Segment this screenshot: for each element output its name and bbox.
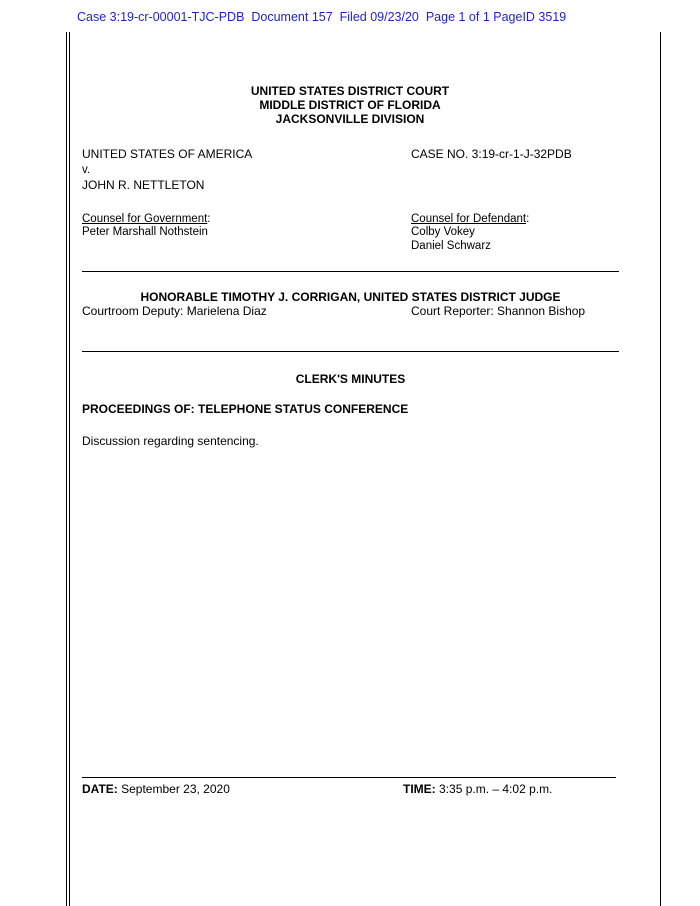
defendant-counsel-label-text: Counsel for Defendant [411, 213, 527, 225]
government-counsel-name: Peter Marshall Nothstein [82, 226, 208, 238]
footer-divider [82, 777, 616, 778]
ecf-header-stamp [77, 10, 566, 24]
courtroom-deputy: Courtroom Deputy: Marielena Diaz [82, 304, 267, 318]
stamp-document: Document 157 [251, 10, 333, 24]
right-margin-rule [660, 32, 661, 906]
court-reporter: Court Reporter: Shannon Bishop [411, 304, 586, 318]
date-label: DATE: [82, 782, 118, 796]
divider-1 [82, 271, 619, 272]
government-counsel-label: Counsel for Government: [82, 213, 211, 225]
proceedings-line: PROCEEDINGS OF: TELEPHONE STATUS CONFERENCE [82, 402, 409, 416]
defendant-name: JOHN R. NETTLETON [82, 178, 205, 192]
court-division: JACKSONVILLE DIVISION [275, 112, 425, 126]
left-margin-rule [66, 32, 67, 906]
versus: v. [82, 164, 91, 176]
date-value: September 23, 2020 [121, 782, 230, 796]
court-name: UNITED STATES DISTRICT COURT [250, 84, 450, 98]
left-margin-rule-inner [69, 32, 70, 906]
court-district: MIDDLE DISTRICT OF FLORIDA [259, 98, 441, 112]
stamp-case: Case 3:19-cr-00001-TJC-PDB [77, 10, 245, 24]
judge-title: HONORABLE TIMOTHY J. CORRIGAN, UNITED STATES DISTRICT JUDGE [140, 290, 561, 304]
time-value: 3:35 p.m. – 4:02 p.m. [439, 782, 553, 796]
hearing-time [403, 782, 552, 796]
case-number: CASE NO. 3:19-cr-1-J-32PDB [411, 147, 572, 161]
stamp-pageid: PageID 3519 [493, 10, 567, 24]
stamp-filed: Filed 09/23/20 [339, 10, 419, 24]
defendant-counsel-name-1: Colby Vokey [411, 226, 475, 238]
hearing-date [82, 782, 230, 796]
time-label: TIME: [403, 782, 436, 796]
divider-2 [82, 351, 619, 352]
defendant-counsel-label: Counsel for Defendant: [411, 213, 530, 225]
stamp-page: Page 1 of 1 [425, 10, 490, 24]
defendant-counsel-name-2: Daniel Schwarz [411, 240, 491, 252]
minutes-body: Discussion regarding sentencing. [82, 434, 259, 448]
minutes-heading: CLERK'S MINUTES [295, 372, 406, 386]
plaintiff-name: UNITED STATES OF AMERICA [82, 147, 253, 161]
government-counsel-label-text: Counsel for Government [82, 213, 208, 225]
